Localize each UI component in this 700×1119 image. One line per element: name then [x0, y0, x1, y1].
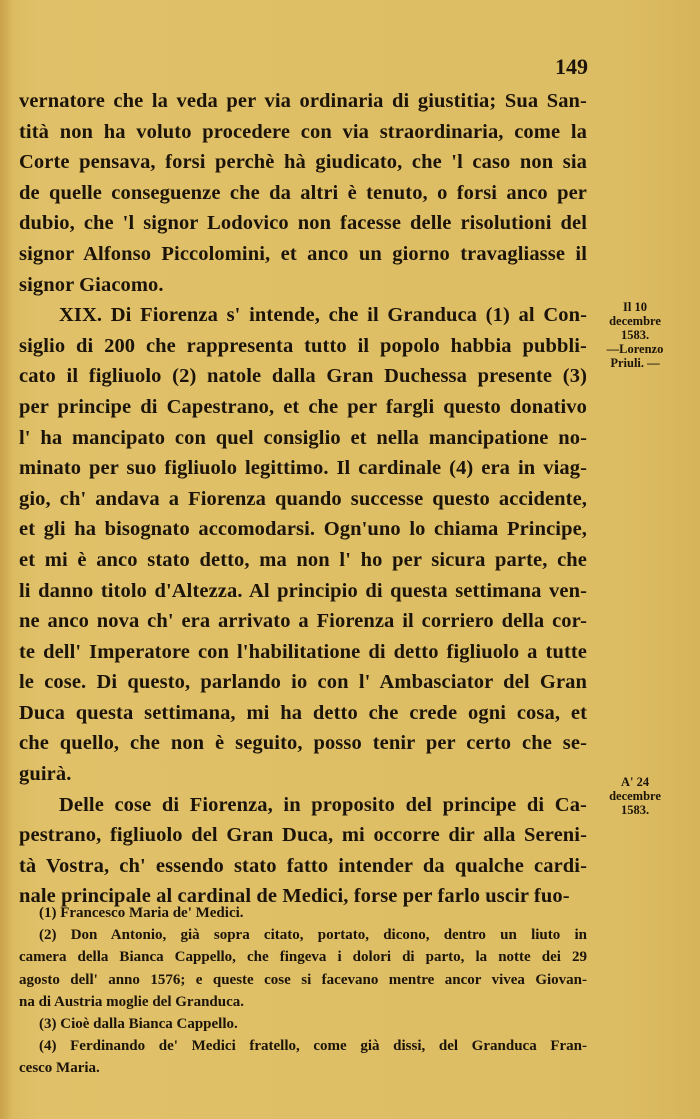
margin-note-line: —Lorenzo	[606, 342, 664, 356]
text-line: de quelle conseguenze che da altri è tenuto, o forsi anco per	[19, 181, 587, 204]
text-line: pestrano, figliuolo del Gran Duca, mi occorre dir alla Sereni-	[19, 824, 587, 847]
margin-note-line: A' 24	[620, 775, 650, 789]
text-line: li danno titolo d'Altezza. Al principio di questa settimana ven-	[19, 579, 587, 602]
text-line: nale principale al cardinal de Medici, forse per farlo uscir fuo-	[19, 885, 570, 908]
text-line: le cose. Di questo, parlando io con l' Ambasciator del Gran	[19, 671, 587, 694]
text-line: gio, ch' andava a Fiorenza quando successe questo accidente,	[19, 487, 587, 510]
text-line: l' ha mancipato con quel consiglio et nella mancipatione no-	[19, 426, 587, 449]
text-line: signor Alfonso Piccolomini, et anco un giorno travagliasse il	[19, 242, 587, 265]
margin-note-line: Il 10	[623, 300, 647, 314]
text-line: et gli ha bisognato accomodarsi. Ogn'uno lo chiama Principe,	[19, 518, 587, 541]
footnote	[19, 1013, 587, 1035]
margin-note-1	[596, 300, 674, 370]
text-line: vernatore che la veda per via ordinaria di giustitia; Sua San-	[19, 90, 587, 112]
footnote-line: (1) Francesco Maria de' Medici.	[39, 905, 244, 921]
text-line: tità non ha voluto procedere con via straordinaria, come la	[19, 120, 587, 143]
text-line: minato per suo figliuolo legittimo. Il cardinale (4) era in viag-	[19, 457, 587, 480]
text-line: che quello, che non è seguito, posso tenir per certo che se-	[19, 732, 587, 755]
margin-note-line: decembre	[609, 789, 661, 803]
text-line: et mi è anco stato detto, ma non l' ho per sicura parte, che	[19, 548, 587, 571]
footnotes	[19, 902, 587, 1080]
footnote-line: (4) Ferdinando de' Medici fratello, come già dissi, del Granduca Fran-	[39, 1038, 587, 1055]
margin-note-line: 1583.	[620, 328, 650, 342]
footnote-line: (3) Cioè dalla Bianca Cappello.	[39, 1016, 238, 1033]
text-line: siglio di 200 che rappresenta tutto il popolo habbia pubbli-	[19, 334, 587, 357]
paragraph	[19, 790, 587, 912]
margin-note-line: 1583.	[620, 803, 650, 817]
paragraph	[19, 86, 587, 300]
paragraph	[19, 300, 587, 790]
footnote	[19, 902, 587, 924]
footnote-line: camera della Bianca Cappello, che fingeva i dolori di parto, la notte dei 29	[19, 949, 587, 966]
footnote	[19, 924, 587, 1013]
footnote-line: agosto dell' anno 1576; e queste cose si facevano mentre ancor vivea Giovan-	[19, 971, 587, 988]
text-line: te dell' Imperatore con l'habilitatione di detto figliuolo a tutte	[19, 640, 587, 663]
margin-note-line: Priuli. —	[610, 356, 660, 370]
text-line: ne anco nova ch' era arrivato a Fiorenza il corriero della cor-	[19, 610, 587, 633]
footnote-line: na di Austria moglie del Granduca.	[19, 993, 245, 1010]
margin-note-line: decembre	[609, 314, 661, 328]
text-line: guirà.	[19, 763, 72, 786]
footnote-line: (2) Don Antonio, già sopra citato, portato, dicono, dentro un liuto in	[39, 927, 587, 944]
page-number: 149	[555, 54, 588, 79]
body-text	[19, 86, 587, 912]
text-line: XIX. Di Fiorenza s' intende, che il Granduca (1) al Con-	[59, 304, 587, 327]
footnote	[19, 1035, 587, 1079]
text-line: signor Giacomo.	[19, 273, 164, 296]
text-line: cato il figliuolo (2) natole dalla Gran Duchessa presente (3)	[19, 365, 587, 388]
text-line: per principe di Capestrano, et che per fargli questo donativo	[19, 395, 587, 418]
margin-note-2	[596, 775, 674, 817]
text-line: tà Vostra, ch' essendo stato fatto intender da qualche cardi-	[19, 854, 587, 877]
text-line: Delle cose di Fiorenza, in proposito del principe di Ca-	[59, 793, 587, 816]
text-line: Corte pensava, forsi perchè hà giudicato, che 'l caso non sia	[19, 151, 587, 174]
text-line: Duca questa settimana, mi ha detto che crede ogni cosa, et	[19, 701, 587, 724]
footnote-line: cesco Maria.	[19, 1060, 100, 1077]
text-line: dubio, che 'l signor Lodovico non facesse delle risolutioni del	[19, 212, 587, 235]
